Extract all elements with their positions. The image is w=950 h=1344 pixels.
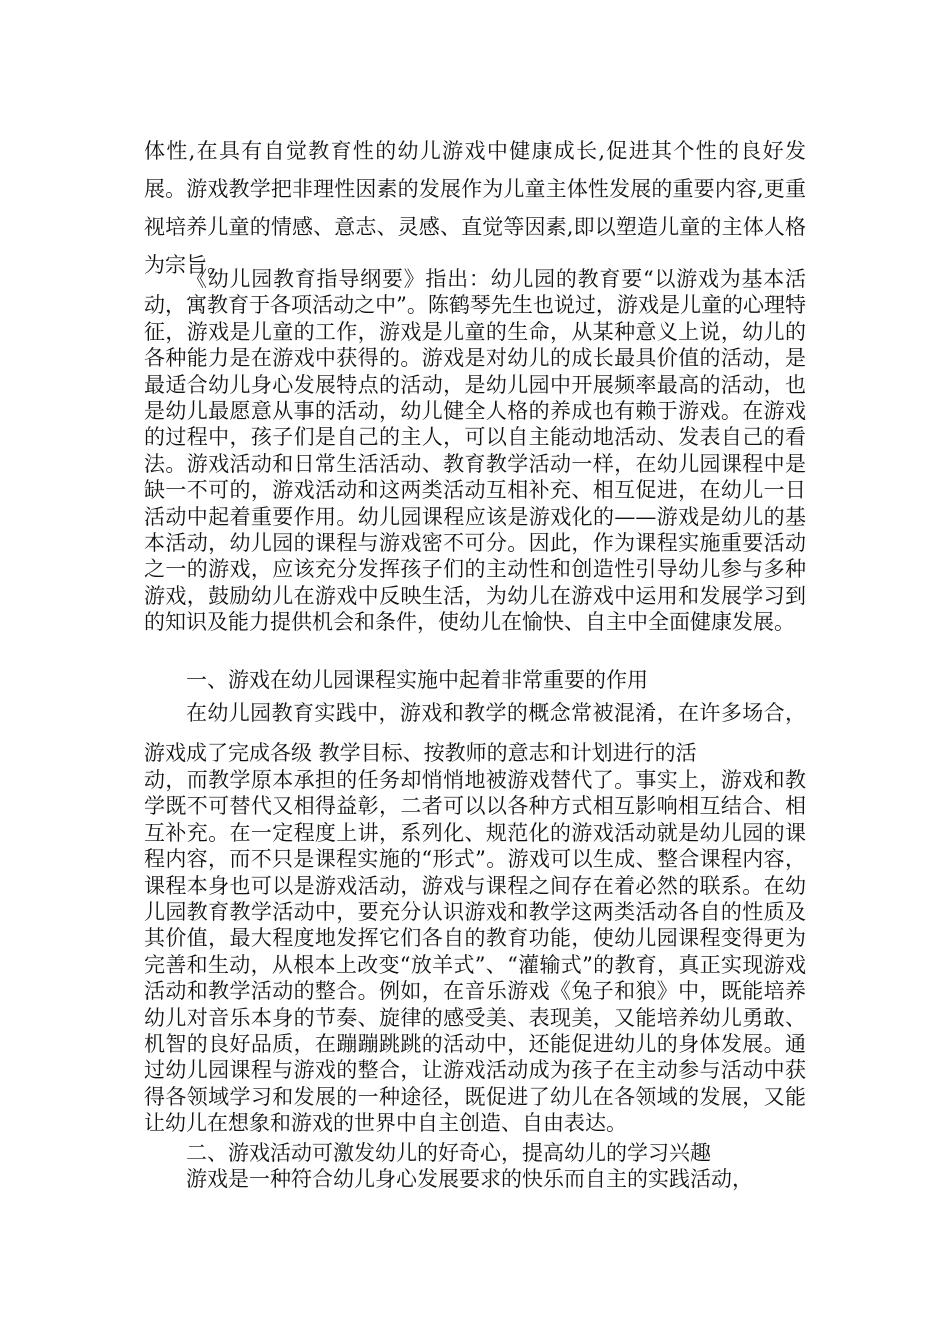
text-block-section-two (144, 1140, 806, 1193)
paragraph-continuation: 体性,在具有自觉教育性的幼儿游戏中健康成长,促进其个性的良好发展。游戏教学把非理性因素的发展作为儿童主体性发展的重要内容,更重视培养儿童的情感、意志、灵感、直觉等因素,即以塑造儿童的主体人格为宗旨。 (144, 139, 806, 277)
text-block-opening (144, 132, 806, 284)
paragraph-practice-start: 在幼儿园教育实践中，游戏和教学的概念常被混淆，在许多场合，游戏成了完成各级 教学目标、按教师的意志和计划进行的活 (144, 701, 806, 766)
paragraph-game-definition: 游戏是一种符合幼儿身心发展要求的快乐而自主的实践活动， (186, 1167, 753, 1192)
text-block-section-one-body (144, 767, 806, 1137)
text-block-section-one (144, 667, 806, 773)
paragraph-guideline: 《幼儿园教育指导纲要》指出：幼儿园的教育要“以游戏为基本活动，寓教育于各项活动之中”。陈鹤琴先生也说过，游戏是儿童的心理特征，游戏是儿童的工作，游戏是儿童的生命，从某种意义上说，幼儿的各种能力是在游戏中获得的。游戏是对幼儿的成长最具价值的活动，是最适合幼儿身心发展特点的活动，是幼儿园中开展频率最高的活动，也是幼儿最愿意从事的活动，幼儿健全人格的养成也有赖于游戏。在游戏的过程中，孩子们是自己的主人，可以自主能动地活动、发表自己的看法。游戏活动和日常生活活动、教育教学活动一样，在幼儿园课程中是缺一不可的，游戏活动和这两类活动互相补充、相互促进，在幼儿一日活动中起着重要作用。幼儿园课程应该是游戏化的——游戏是幼儿的基本活动，幼儿园的课程与游戏密不可分。因此，作为课程实施重要活动之一的游戏，应该充分发挥孩子们的主动性和创造性引导幼儿参与多种游戏，鼓励幼儿在游戏中反映生活，为幼儿在游戏中运用和发展学习到的知识及能力提供机会和条件，使幼儿在愉快、自主中全面健康发展。 (144, 267, 806, 635)
section-heading-1: 一、游戏在幼儿园课程实施中起着非常重要的作用 (186, 668, 648, 692)
section-heading-2: 二、游戏活动可激发幼儿的好奇心，提高幼儿的学习兴趣 (186, 1141, 711, 1165)
text-block-guideline (144, 266, 806, 636)
paragraph-practice-continued: 动，而教学原本承担的任务却悄悄地被游戏替代了。事实上，游戏和教学既不可替代又相得益彰，二者可以以各种方式相互影响相互结合、相互补充。在一定程度上讲，系列化、规范化的游戏活动就是幼儿园的课程内容，而不只是课程实施的“形式”。游戏可以生成、整合课程内容，课程本身也可以是游戏活动，游戏与课程之间存在着必然的联系。在幼儿园教育教学活动中，要充分认识游戏和教学这两类活动各自的性质及其价值，最大程度地发挥它们各自的教育功能，使幼儿园课程变得更为完善和生动，从根本上改变“放羊式”、“灌输式”的教育，真正实现游戏活动和教学活动的整合。例如，在音乐游戏《兔子和狼》中，既能培养幼儿对音乐本身的节奏、旋律的感受美、表现美，又能培养幼儿勇敢、机智的良好品质，在蹦蹦跳跳的活动中，还能促进幼儿的身体发展。通过幼儿园课程与游戏的整合，让游戏活动成为孩子在主动参与活动中获得各领域学习和发展的一种途径，既促进了幼儿在各领域的发展，又能让幼儿在想象和游戏的世界中自主创造、自由表达。 (144, 768, 806, 1136)
